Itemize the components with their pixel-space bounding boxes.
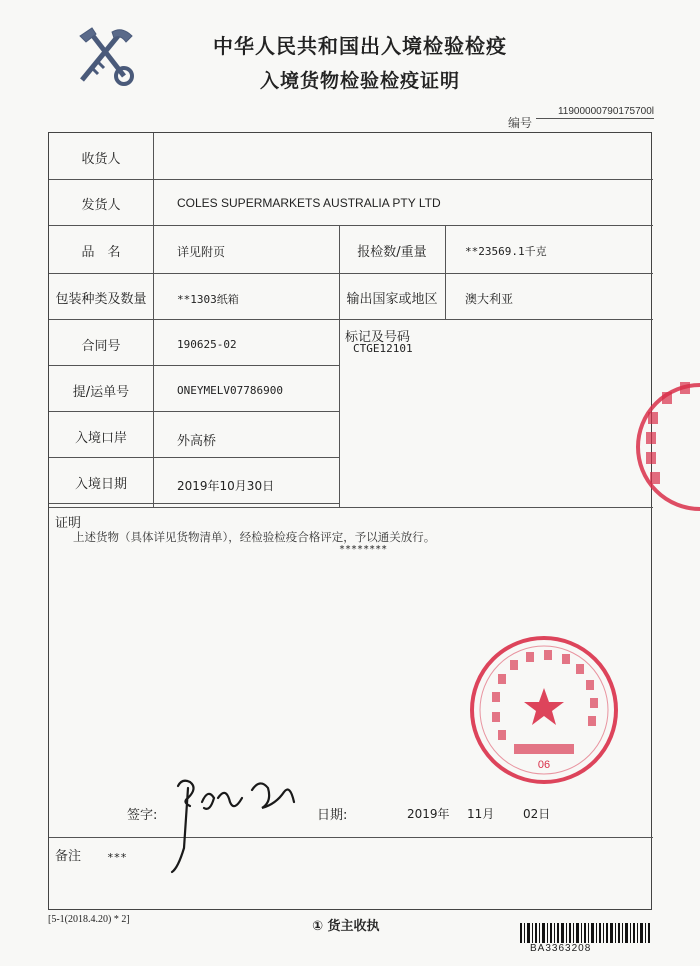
- consignee-label: 收货人: [81, 152, 121, 167]
- serial-label: 编号: [508, 116, 533, 130]
- partial-red-seal-icon: [628, 372, 700, 522]
- barcode-icon: [520, 923, 652, 945]
- barcode-number: BA3363208: [530, 943, 592, 954]
- certification-text: 上述货物（具体详见货物清单），经检验检疫合格评定，予以通关放行。: [73, 530, 436, 544]
- remarks-value: ***: [107, 851, 127, 864]
- packing-value: **1303纸箱: [177, 293, 239, 306]
- weight-label: 报检数/重量: [357, 245, 427, 260]
- contract-value: 190625-02: [177, 338, 237, 351]
- sign-date-month: 11月: [467, 807, 495, 821]
- document-subtitle: 入境货物检验检疫证明: [259, 70, 460, 92]
- bill-value: ONEYMELV07786900: [177, 384, 283, 397]
- goods-label: 品 名: [81, 245, 121, 260]
- goods-value: 详见附页: [177, 245, 226, 259]
- inspection-seal-icon: [468, 634, 620, 786]
- certificate-form: [48, 132, 652, 910]
- marks-label: 标记及号码: [345, 330, 411, 345]
- port-value: 外高桥: [177, 434, 217, 449]
- packing-label: 包装种类及数量: [55, 292, 147, 307]
- origin-label: 输出国家或地区: [346, 292, 438, 307]
- ciq-emblem-icon: [72, 22, 144, 88]
- serial-number: 11900000790175700l: [536, 106, 654, 119]
- document-title: 中华人民共和国出入境检验检疫: [213, 34, 507, 58]
- entry-date-value: 2019年10月30日: [177, 479, 275, 493]
- consignor-value: COLES SUPERMARKETS AUSTRALIA PTY LTD: [177, 196, 441, 210]
- sign-date-year: 2019年: [407, 807, 450, 821]
- seal-number: 06: [537, 759, 551, 771]
- origin-value: 澳大利亚: [465, 292, 514, 306]
- form-code: [5-1(2018.4.20) * 2]: [48, 914, 130, 925]
- bill-label: 提/运单号: [72, 385, 130, 400]
- contract-label: 合同号: [81, 339, 121, 354]
- sign-date-day: 02日: [523, 807, 551, 821]
- signature-label: 签字:: [127, 808, 158, 823]
- remarks-label: 备注: [55, 849, 82, 864]
- handwritten-signature-icon: [168, 768, 318, 878]
- copy-label: ① 货主收执: [312, 919, 380, 934]
- marks-value: CTGE12101: [353, 342, 413, 355]
- weight-value: **23569.1千克: [465, 245, 547, 258]
- consignor-label: 发货人: [81, 198, 121, 213]
- certification-label: 证明: [55, 516, 82, 531]
- port-label: 入境口岸: [74, 431, 127, 446]
- certification-stars: ********: [339, 544, 388, 555]
- sign-date-label: 日期:: [317, 808, 348, 823]
- entry-date-label: 入境日期: [74, 477, 127, 492]
